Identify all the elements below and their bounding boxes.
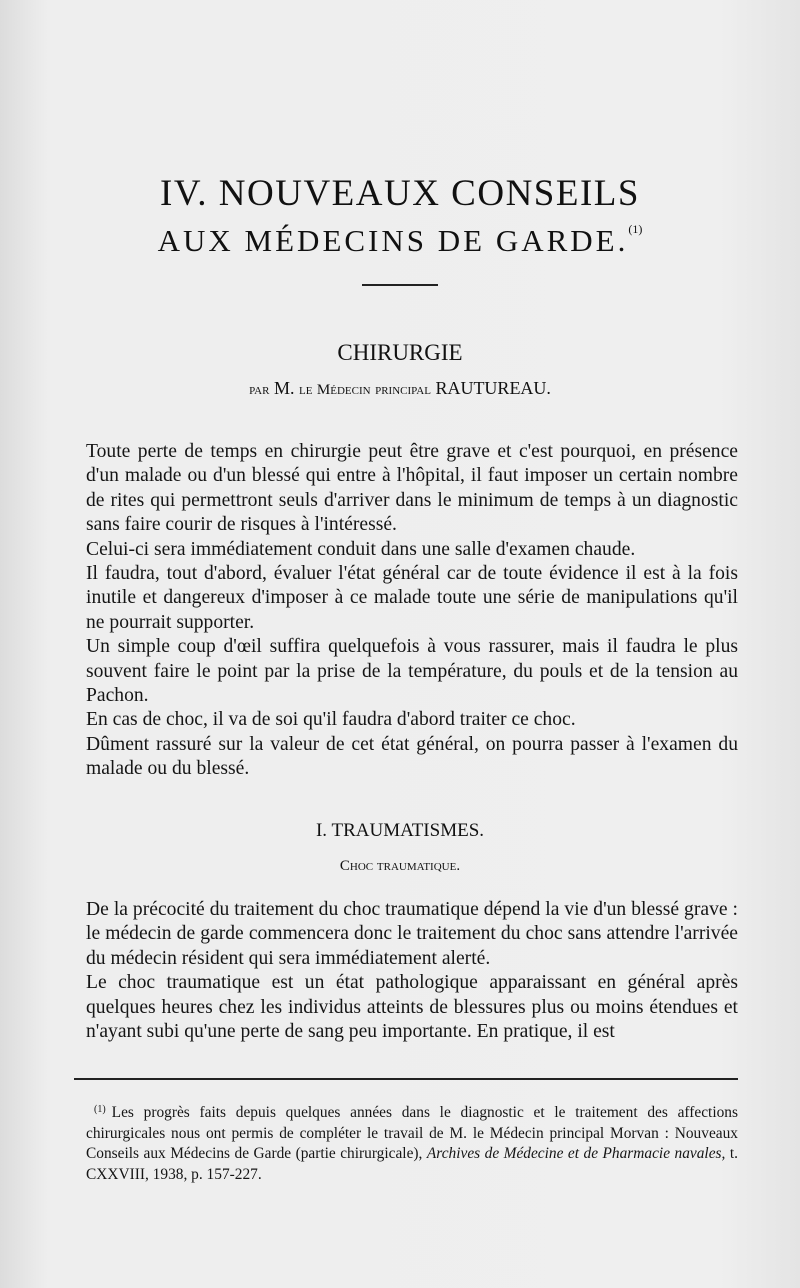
- footnote-reference: t. CXXVIII, 1938, p. 157-227.: [86, 1145, 738, 1183]
- paragraph: Toute perte de temps en chirurgie peut être grave et c'est pourquoi, en présence d'un malade ou d'un blessé qui entre à l'hôpital, il faut imposer un certain nombre de rites qui permettront seuls d'arriver dans le minimum de temps à un diagnostic sans faire courir de risques à l'intéressé.: [86, 441, 738, 536]
- article-title-line1: IV. NOUVEAUX CONSEILS: [160, 173, 640, 214]
- byline-par: par: [249, 382, 270, 398]
- paragraph: En cas de choc, il va de soi qu'il faudra d'abord traiter ce choc.: [86, 709, 576, 731]
- section-title: CHIRURGIE: [337, 340, 463, 365]
- paragraph: Un simple coup d'œil suffira quelquefois à vous rassurer, mais il faudra le plus souvent faire le point par la prise de la température, du pouls et de la tension au Pachon.: [86, 636, 738, 707]
- title-divider: [362, 284, 438, 286]
- paragraph: Dûment rassuré sur la valeur de cet état général, on pourra passer à l'examen du malade ou du blessé.: [86, 733, 738, 780]
- subsection-title: I. TRAUMATISMES.: [315, 820, 485, 841]
- subsection-subtitle: Choc traumatique.: [339, 858, 461, 874]
- byline: [0, 378, 800, 399]
- footnote-mark: (1): [94, 1104, 106, 1115]
- body-text: [86, 440, 738, 782]
- byline-principal: principal: [375, 382, 431, 398]
- article-title-line2: AUX MÉDECINS DE GARDE.$^{(1)}$: [157, 222, 643, 258]
- paragraph: Celui-ci sera immédiatement conduit dans une salle d'examen chaude.: [86, 538, 636, 560]
- byline-le: le: [298, 382, 313, 398]
- footnote: [86, 1100, 738, 1185]
- byline-m: M.: [273, 378, 295, 398]
- byline-medecin: Médecin: [316, 382, 371, 398]
- paragraph: Il faudra, tout d'abord, évaluer l'état général car de toute évidence il est à la fois inutile et dangereux d'imposer à ce malade toute une série de manipulations qu'il ne pourrait supporter.: [86, 563, 738, 633]
- footnote-text: Les progrès faits depuis quelques années dans le diagnostic et le traitement des affections chirurgicales nous ont permis de compléter le travail de M. le Médecin principal Morvan : Nouveaux Conseils aux Médecins de Garde (partie chirurgicale),: [86, 1104, 738, 1162]
- footnote-divider: [74, 1078, 738, 1080]
- title-footnote-mark: (1): [628, 222, 643, 236]
- paragraph: De la précocité du traitement du choc traumatique dépend la vie d'un blessé grave : le médecin de garde commencera donc le traitement du choc sans attendre l'arrivée du médecin résident qui sera immédiatement alerté.: [86, 899, 738, 969]
- footnote-journal: Archives de Médecine et de Pharmacie navales,: [426, 1145, 726, 1162]
- byline-author: RAUTUREAU.: [435, 378, 551, 398]
- paragraph: Le choc traumatique est un état pathologique apparaissant en général après quelques heures chez les individus atteints de blessures plus ou moins étendues et n'ayant subi qu'une perte de sang peu importante. En pratique, il est: [86, 972, 738, 1043]
- body-text-2: [86, 898, 738, 1044]
